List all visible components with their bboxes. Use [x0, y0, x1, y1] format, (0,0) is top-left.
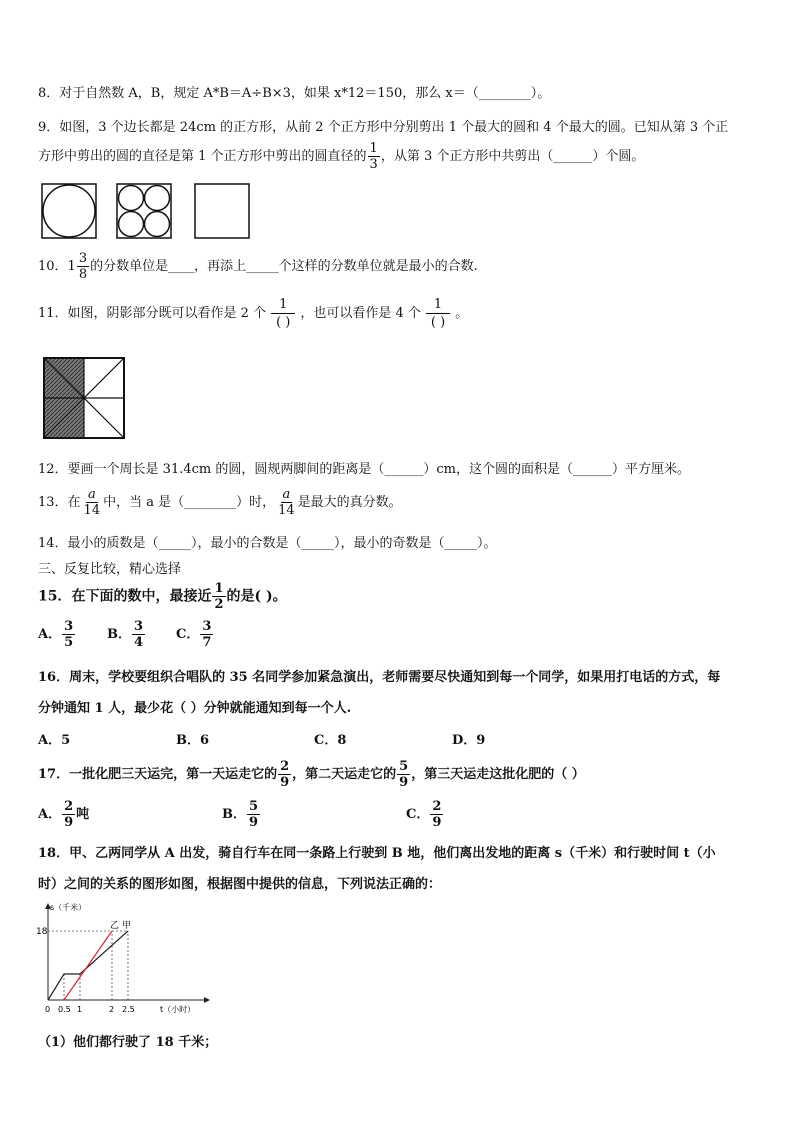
q16-option-a[interactable]: A．5 — [38, 733, 71, 748]
option-fraction — [62, 620, 75, 649]
q17-text-pre: 17．一批化肥三天运完，第一天运走它的 — [38, 767, 278, 782]
frac-numerator: 5 — [249, 799, 259, 814]
frac-numerator: 2 — [280, 759, 290, 774]
question-16-line1: 16．周末，学校要组织合唱队的 35 名同学参加紧急演出，老师需要尽快通知到每一个同学，如果用打电话的方式，每 — [38, 670, 721, 685]
fraction-a-over-14 — [276, 488, 297, 517]
q9-text-post: ，从第 3 个正方形中共剪出（______）个圆。 — [380, 149, 645, 164]
small-circle — [119, 186, 144, 211]
q16-option-b[interactable]: B．6 — [176, 733, 210, 748]
label-yi: 乙 — [110, 921, 120, 931]
q13-text-pre: 13．在 — [38, 495, 81, 510]
x-tick-1: 1 — [77, 1005, 83, 1014]
fraction-five-ninths — [397, 760, 410, 789]
question-11 — [38, 298, 468, 329]
question-14: 14．最小的质数是（_____），最小的合数是（_____），最小的奇数是（_____）。 — [38, 536, 497, 551]
frac-numerator: 3 — [202, 619, 212, 634]
option-fraction — [200, 620, 213, 649]
option-fraction — [62, 800, 75, 829]
x-axis-label: t（小时） — [160, 1005, 196, 1014]
q13-text-mid: 中，当 a 是（________）时， — [103, 495, 276, 510]
q17-option-b[interactable] — [222, 800, 261, 829]
question-17 — [38, 760, 585, 789]
option-fraction — [132, 620, 145, 649]
frac-numerator: 2 — [64, 799, 74, 814]
question-18-line1: 18．甲、乙两同学从 A 出发，骑自行车在同一条路上行驶到 B 地，他们离出发地的距离 s（千米）和行驶时间 t（小 — [38, 846, 716, 861]
fraction-blank-1 — [270, 298, 296, 329]
option-label: A． — [38, 627, 62, 642]
y-tick-18: 18 — [36, 927, 48, 937]
square-2 — [117, 184, 171, 238]
shaded-square-figure — [42, 356, 128, 440]
frac-numerator: 3 — [78, 251, 88, 266]
question-9-line1: 9．如图，3 个边长都是 24cm 的正方形，从前 2 个正方形中分别剪出 1 个最大的圆和 4 个最大的圆。已知从第 3 个正 — [38, 120, 729, 135]
x-tick-0: 0 — [45, 1005, 51, 1014]
q17-option-a[interactable] — [38, 800, 89, 829]
q13-text-post: 是最大的真分数。 — [297, 495, 402, 510]
question-15 — [38, 582, 287, 611]
q15-option-b[interactable] — [107, 620, 146, 649]
frac-denominator: 9 — [64, 815, 74, 830]
section-heading: 三、反复比较，精心选择 — [38, 562, 182, 577]
frac-numerator: a — [87, 487, 96, 502]
question-18-line2: 时）之间的关系的图形如图，根据图中提供的信息，下列说法正确的： — [38, 877, 442, 892]
q16-option-c[interactable]: C．8 — [314, 733, 347, 748]
frac-denominator: 9 — [432, 815, 442, 830]
option-unit: 吨 — [76, 807, 90, 822]
option-label: A． — [38, 807, 62, 822]
frac-numerator: 1 — [426, 298, 450, 314]
q17-option-c[interactable] — [406, 800, 444, 829]
frac-denominator: 14 — [83, 503, 101, 518]
small-circle — [119, 212, 144, 237]
frac-numerator: 3 — [134, 619, 144, 634]
option-label: B． — [107, 627, 131, 642]
small-circle — [145, 186, 170, 211]
frac-denominator: 2 — [214, 597, 224, 612]
small-circle — [145, 212, 170, 237]
frac-denominator: 3 — [369, 157, 378, 172]
frac-numerator: 1 — [369, 141, 378, 156]
three-squares-figure — [40, 182, 250, 242]
q11-text-post: 。 — [455, 306, 469, 321]
frac-numerator: 2 — [432, 799, 442, 814]
distance-time-graph — [36, 900, 216, 1018]
option-label: C． — [406, 807, 430, 822]
q15-text-post: 的是( )。 — [226, 588, 287, 605]
fraction-one-third — [368, 142, 380, 171]
question-18-item1: （1）他们都行驶了 18 千米； — [38, 1035, 218, 1050]
q10-text-post: 的分数单位是____，再添上_____个这样的分数单位就是最小的合数. — [90, 259, 478, 274]
fraction-three-eighths — [77, 252, 89, 281]
x-tick-2: 2 — [109, 1005, 115, 1014]
frac-numerator: a — [282, 487, 291, 502]
label-jia: 甲 — [122, 921, 132, 931]
option-label: B． — [222, 807, 246, 822]
x-tick-0-5: 0.5 — [58, 1005, 71, 1014]
frac-denominator: 14 — [278, 503, 295, 518]
frac-denominator: 9 — [249, 815, 259, 830]
frac-denominator: ( ) — [430, 315, 446, 330]
fraction-a-over-14 — [82, 488, 103, 517]
frac-denominator: ( ) — [276, 315, 291, 330]
option-fraction — [430, 800, 443, 829]
q9-text-pre: 方形中剪出的圆的直径是第 1 个正方形中剪出的圆直径的 — [38, 149, 367, 164]
frac-denominator: 5 — [64, 635, 74, 650]
line-yi — [64, 931, 112, 1000]
q11-text-pre: 11．如图，阴影部分既可以看作是 2 个 — [38, 306, 267, 321]
question-12: 12．要画一个周长是 31.4cm 的圆，圆规两脚间的距离是（______）cm，这个圆的面积是（______）平方厘米。 — [38, 462, 690, 477]
fraction-blank-2 — [425, 298, 451, 329]
frac-denominator: 8 — [78, 267, 88, 282]
question-8: 8．对于自然数 A，B，规定 A*B＝A÷B×3，如果 x*12＝150，那么 x＝（________）。 — [38, 86, 551, 101]
q10-text-pre: 10．1 — [38, 259, 76, 274]
question-10 — [38, 252, 478, 281]
large-circle — [43, 185, 95, 237]
option-label: C． — [176, 627, 200, 642]
q15-option-a[interactable] — [38, 620, 76, 649]
frac-denominator: 4 — [134, 635, 144, 650]
frac-numerator: 1 — [271, 298, 295, 314]
q17-text-post: ，第三天运走这批化肥的（ ） — [411, 767, 585, 782]
square-3 — [195, 184, 249, 238]
question-13 — [38, 488, 402, 517]
q11-text-mid: ，也可以看作是 4 个 — [300, 306, 421, 321]
q17-text-mid: ，第二天运走它的 — [292, 767, 397, 782]
q15-text-pre: 15．在下面的数中，最接近 — [38, 588, 212, 605]
question-16-line2: 分钟通知 1 人，最少花（ ）分钟就能通知到每一个人. — [38, 701, 352, 716]
fraction-two-ninths — [278, 760, 291, 789]
x-tick-2-5: 2.5 — [122, 1005, 135, 1014]
frac-denominator: 9 — [280, 775, 290, 790]
q16-option-d[interactable]: D．9 — [452, 733, 486, 748]
frac-denominator: 7 — [202, 635, 212, 650]
frac-numerator: 5 — [399, 759, 409, 774]
y-axis-label: s（千米） — [50, 903, 87, 912]
question-9-line2 — [38, 142, 644, 171]
fraction-one-half — [212, 582, 225, 611]
option-fraction — [247, 800, 260, 829]
frac-numerator: 3 — [64, 619, 74, 634]
frac-numerator: 1 — [214, 581, 224, 596]
q15-option-c[interactable] — [176, 620, 214, 649]
frac-denominator: 9 — [399, 775, 409, 790]
